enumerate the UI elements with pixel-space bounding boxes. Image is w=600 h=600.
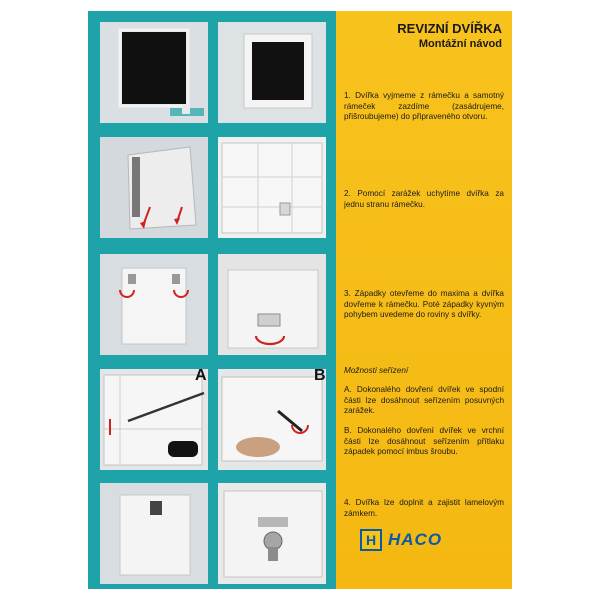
label-b: B: [314, 367, 326, 384]
step-2-text: 2. Pomocí zarážek uchytíme dvířka za jednu stranu rámečku.: [344, 189, 504, 209]
page-subtitle: Montážní návod: [418, 38, 502, 50]
photo-step4-right: [218, 483, 326, 584]
instruction-sheet: [88, 11, 512, 589]
photo-step3-right: [218, 254, 326, 355]
haco-logo: [360, 529, 442, 551]
step-3-text: 3. Západky otevřeme do maxima a dvířka dovřeme k rámečku. Poté západky kyvným pohybem uvedeme do roviny s dvířky.: [344, 289, 504, 320]
options-heading: Možnosti seřízení: [344, 366, 409, 375]
photo-column: [88, 11, 336, 589]
option-b-text: B. Dokonalého dovření dvířek ve vrchní části lze dosáhnout seřízením přítlaku západek pomocí imbus šroubu.: [344, 426, 504, 457]
text-column: [336, 11, 512, 589]
photo-option-a: [100, 369, 208, 470]
option-a-text: A. Dokonalého dovření dvířek ve spodní části lze dosáhnout seřízením posuvných zarážek.: [344, 385, 504, 416]
step-1-text: 1. Dvířka vyjmeme z rámečku a samotný rámeček zazdíme (zasádrujeme, přišroubujeme) do připraveného otvoru.: [344, 91, 504, 122]
photo-step1-left: [100, 22, 208, 123]
logo-text: HACO: [388, 530, 443, 549]
step-4-text: 4. Dvířka lze doplnit a zajistit lamelovým zámkem.: [344, 498, 504, 518]
photo-step3-left: [100, 254, 208, 355]
photo-step4-left: [100, 483, 208, 584]
label-a: A: [195, 367, 207, 384]
photo-step2-right: [218, 137, 326, 238]
photo-step1-right: [218, 22, 326, 123]
page-title: REVIZNÍ DVÍŘKA: [397, 21, 502, 36]
photo-step2-left: [100, 137, 208, 238]
logo-mark: H: [360, 529, 382, 551]
photo-option-b: [218, 369, 326, 470]
